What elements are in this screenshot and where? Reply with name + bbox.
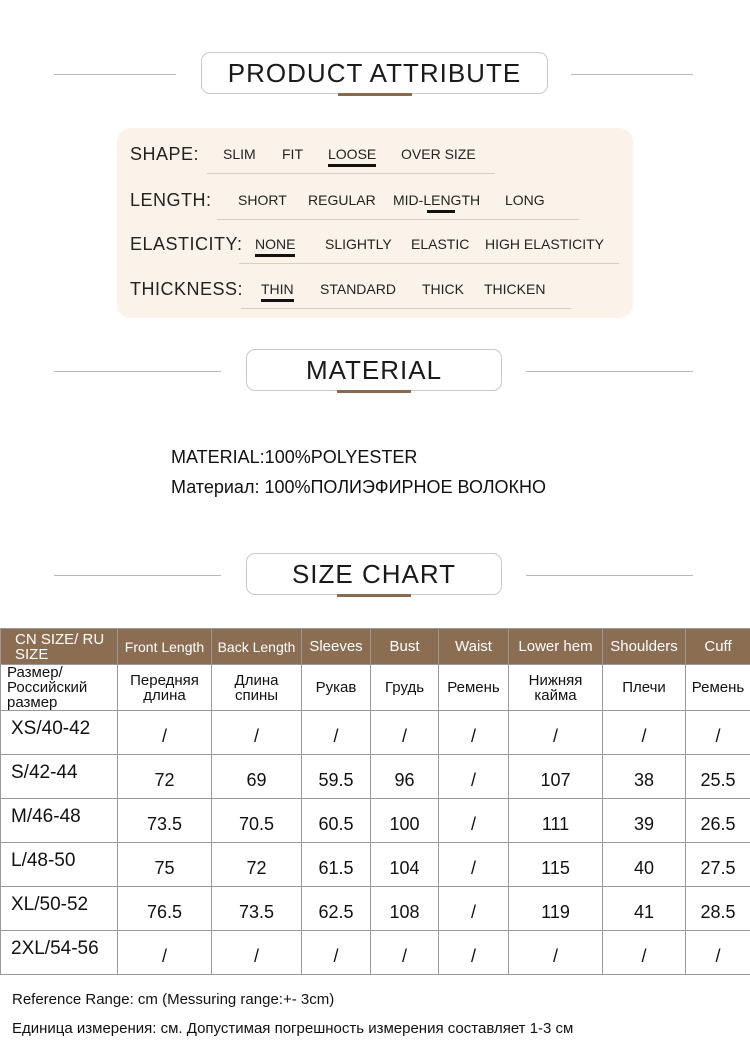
- table-row: [1, 931, 750, 975]
- table-row: [1, 843, 750, 887]
- measurement-cell: /: [371, 711, 439, 755]
- divider-left: [54, 575, 221, 576]
- material-title-pill: [246, 349, 502, 391]
- table-row: [1, 799, 750, 843]
- title-accent-bar: [338, 93, 412, 96]
- attr-label-length: LENGTH:: [130, 190, 212, 210]
- attr-option: THICK: [422, 281, 464, 297]
- table-header-row-ru: [1, 665, 750, 711]
- title-accent-bar: [337, 390, 411, 393]
- measurement-cell: 38: [603, 755, 686, 799]
- attr-option-label: MID-LENGTH: [393, 192, 481, 208]
- table-header-row-en: [1, 629, 750, 665]
- measurement-cell: /: [118, 931, 212, 975]
- product-attribute-title-pill: [201, 52, 548, 94]
- product-attribute-title: PRODUCT ATTRIBUTE: [227, 57, 522, 88]
- attr-option: LONG: [505, 192, 545, 208]
- measurement-cell: 73.5: [118, 799, 212, 843]
- size-label-cell: XL/50-52: [1, 887, 118, 931]
- measurement-cell: /: [212, 931, 302, 975]
- attr-option: SLIM: [223, 146, 256, 162]
- material-line-en: MATERIAL:100%POLYESTER: [171, 447, 418, 467]
- attr-row-shape: [117, 144, 633, 174]
- header-cell-ru: Рукав: [302, 665, 371, 711]
- header-cell-ru: Передняя длина: [118, 665, 212, 711]
- attr-row-rule: [217, 219, 579, 220]
- attr-row-rule: [207, 173, 495, 174]
- size-chart-heading: [0, 553, 750, 603]
- measurement-cell: 96: [371, 755, 439, 799]
- measurement-cell: /: [686, 931, 750, 975]
- attr-option: THICKEN: [484, 281, 546, 297]
- measurement-cell: 107: [509, 755, 603, 799]
- divider-left: [54, 74, 176, 75]
- attr-option: REGULAR: [308, 192, 376, 208]
- size-rows: [1, 711, 750, 975]
- attr-row-length: [117, 190, 633, 220]
- product-attribute-heading: [0, 52, 750, 102]
- size-label-cell: XS/40-42: [1, 711, 118, 755]
- measurement-cell: 111: [509, 799, 603, 843]
- header-cell-ru: Плечи: [603, 665, 686, 711]
- footer-note-ru: Единица измерения: см. Допустимая погрешность измерения составляет 1-3 см: [12, 1020, 574, 1037]
- attr-label-thickness: THICKNESS:: [130, 279, 244, 299]
- measurement-cell: 119: [509, 887, 603, 931]
- attribute-panel: [117, 128, 633, 318]
- header-cell-ru: Ремень: [686, 665, 750, 711]
- size-label-cell: M/46-48: [1, 799, 118, 843]
- header-cell: Bust: [371, 629, 439, 665]
- attr-label-elasticity: ELASTICITY:: [130, 234, 243, 254]
- measurement-cell: 70.5: [212, 799, 302, 843]
- table-row: [1, 755, 750, 799]
- table-row: [1, 887, 750, 931]
- header-cell: Shoulders: [603, 629, 686, 665]
- measurement-cell: 75: [118, 843, 212, 887]
- measurement-cell: /: [371, 931, 439, 975]
- measurement-cell: 73.5: [212, 887, 302, 931]
- attr-option-selected: [393, 192, 480, 208]
- measurement-cell: 72: [212, 843, 302, 887]
- divider-right: [571, 74, 693, 75]
- header-cell: Cuff: [686, 629, 750, 665]
- measurement-cell: 115: [509, 843, 603, 887]
- header-cell: Waist: [439, 629, 509, 665]
- measurement-cell: 41: [603, 887, 686, 931]
- measurement-cell: 62.5: [302, 887, 371, 931]
- attr-option: SLIGHTLY: [325, 236, 392, 252]
- attr-option: OVER SIZE: [401, 146, 476, 162]
- measurement-cell: /: [439, 887, 509, 931]
- measurement-cell: /: [509, 711, 603, 755]
- measurement-cell: 108: [371, 887, 439, 931]
- footer-note-en: Reference Range: cm (Messuring range:+- 3cm): [12, 991, 335, 1008]
- size-label-cell: L/48-50: [1, 843, 118, 887]
- divider-right: [526, 575, 693, 576]
- header-cell: Front Length: [118, 629, 212, 665]
- attr-option-selected: THIN: [261, 281, 294, 297]
- attr-row-elasticity: [117, 234, 633, 264]
- divider-left: [54, 371, 221, 372]
- measurement-cell: 104: [371, 843, 439, 887]
- attr-option: ELASTIC: [411, 236, 470, 252]
- measurement-cell: 100: [371, 799, 439, 843]
- attr-option-selected: NONE: [255, 236, 296, 252]
- attr-option: STANDARD: [320, 281, 396, 297]
- material-line-ru: Материал: 100%ПОЛИЭФИРНОЕ ВОЛОКНО: [171, 477, 547, 497]
- measurement-cell: 69: [212, 755, 302, 799]
- header-cell-ru: Нижняя кайма: [509, 665, 603, 711]
- header-cell: Sleeves: [302, 629, 371, 665]
- header-cell: CN SIZE/ RU SIZE: [1, 629, 118, 665]
- measurement-cell: /: [118, 711, 212, 755]
- attr-option-selected: LOOSE: [328, 146, 377, 162]
- measurement-cell: /: [302, 931, 371, 975]
- attr-row-thickness: [117, 279, 633, 309]
- size-label-cell: 2XL/54-56: [1, 931, 118, 975]
- size-chart-table: [0, 628, 750, 975]
- measurement-cell: /: [439, 799, 509, 843]
- header-cell: Back Length: [212, 629, 302, 665]
- measurement-cell: /: [439, 755, 509, 799]
- measurement-cell: /: [603, 931, 686, 975]
- measurement-cell: /: [439, 711, 509, 755]
- attr-row-rule: [241, 308, 571, 309]
- measurement-cell: /: [212, 711, 302, 755]
- attr-row-rule: [239, 263, 619, 264]
- measurement-cell: 39: [603, 799, 686, 843]
- header-cell-ru: Размер/ Российский размер: [1, 665, 118, 711]
- size-chart-title: SIZE CHART: [291, 558, 457, 589]
- measurement-cell: 40: [603, 843, 686, 887]
- table-row: [1, 711, 750, 755]
- header-cell-ru: Ремень: [439, 665, 509, 711]
- size-label-cell: S/42-44: [1, 755, 118, 799]
- measurement-cell: 25.5: [686, 755, 750, 799]
- measurement-cell: /: [603, 711, 686, 755]
- measurement-cell: /: [686, 711, 750, 755]
- selected-marker: [427, 210, 455, 213]
- measurement-cell: /: [439, 843, 509, 887]
- measurement-cell: 76.5: [118, 887, 212, 931]
- title-accent-bar: [337, 594, 411, 597]
- header-cell-ru: Длина спины: [212, 665, 302, 711]
- divider-right: [526, 371, 693, 372]
- measurement-cell: 60.5: [302, 799, 371, 843]
- attr-option: SHORT: [238, 192, 287, 208]
- attr-option: HIGH ELASTICITY: [485, 236, 605, 252]
- measurement-cell: /: [302, 711, 371, 755]
- header-cell-ru: Грудь: [371, 665, 439, 711]
- measurement-cell: /: [509, 931, 603, 975]
- measurement-cell: /: [439, 931, 509, 975]
- attr-option: FIT: [282, 146, 303, 162]
- measurement-cell: 61.5: [302, 843, 371, 887]
- attr-label-shape: SHAPE:: [130, 144, 200, 164]
- measurement-cell: 59.5: [302, 755, 371, 799]
- material-heading: [0, 349, 750, 399]
- measurement-cell: 72: [118, 755, 212, 799]
- measurement-cell: 27.5: [686, 843, 750, 887]
- measurement-cell: 26.5: [686, 799, 750, 843]
- header-cell: Lower hem: [509, 629, 603, 665]
- material-title: MATERIAL: [305, 354, 443, 385]
- size-chart-title-pill: [246, 553, 502, 595]
- measurement-cell: 28.5: [686, 887, 750, 931]
